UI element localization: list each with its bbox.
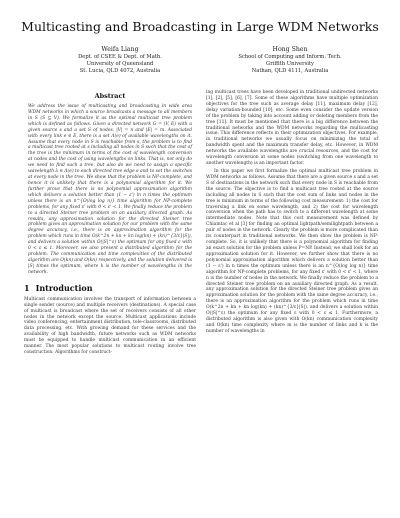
author-affiliation: Dept. of CSEE & Dept. of Math. (78, 54, 162, 60)
body-paragraph: Multicast communication involves the transport of information between a single sender (source) and multiple receivers (destinations). A special case of multicast is broadcast where the set of receivers consists of all other nodes in the network except the source. Multicast applications include video conferencing, entertainment distribution, tele-classrooms, distributed data processing, etc. With growing demand for these services and the availability of high bandwidth, future networks such as WDM networks must be equipped to handle multicast communication in an efficient manner. The most popular solutions to multicast routing involve tree construction. Algorithms for construct- (24, 296, 196, 356)
body-paragraph: ing multicast trees have been developed in traditional undirected networks [1], [2], [5], [6], [7]. Some of these algorithms have multiple optimization objectives for the tree such as average delay [11], maximum delay [12], delay variation-bounded [10], etc. Some even consider the update version of the problem by taking into account adding or deleting members from the tree [11]. It must be mentioned that there is a big difference between the traditional networks and the WDM networks regarding the multicasting issue. This difference reflects in their optimization objectives. For example, in traditional networks we usually focus on minimizing the total of bandwidth spent and the maximum transfer delay, etc. However, in WDM networks the available wavelengths are crucial resources, and the cost for wavelength conversion at some nodes (switching from one wavelength to another wavelength) is an important factor. (206, 90, 378, 167)
section-heading (24, 283, 196, 294)
author-affiliation: Nathan, QLD 4111, Australia (251, 68, 329, 74)
author-block-1 (35, 46, 205, 75)
body-paragraph: In this paper we first formalize the optimal multicast tree problem in WDM networks as follows. Assume that there are a given source s and a set S of destinations in the network such that every node in S is reachable from the source. The objective is to find a multicast tree rooted at the source including all nodes in S such that the cost sum of links and nodes in the tree is minimum in terms of the following cost measurement: 1) the cost for traversing a link on some wavelength, and 2) the cost for wavelength conversion when the path has to switch to a different wavelength at some intermediate nodes. Note that this cost measurement was defined by Chlamtac et al [3] for finding an optimal lightpath/semilightpath between a pair of nodes in the network. Clearly the problem is more complicated than its counterpart in traditional networks. We then show the problem is NP-complete. So, it is unlikely that there is a polynomial algorithm for finding an exact solution for the problem unless P=NP. Instead, we shall look for an approximation solution for it. However, we further show that there is no polynomial approximation algorithm which delivers a solution better than (1 − ε') ln n times the optimum unless there is an n^{O(log log n)} time algorithm for NP-complete problems, for any fixed ε' with 0 < ε' < 1, where n is the number of nodes in the network. We finally reduce the problem to a directed Steiner tree problem on an auxiliary directed graph. As a result, any approximation solution for the directed Steiner tree problem gives an approximation solution for the problem with the same degree accuracy, i.e., there is an approximation algorithm for the problem which runs in time O(k^2n + kn + kn log(kn) + (kn)^{3/ε}|S|), and delivers a solution within O(|S|^ε) the optimum for any fixed ε with 0 < ε ≤ 1. Furthermore, a distributed algorithm is also given with O(kn) communication complexity and O(kn) time complexity where m is the number of links and k is the number of wavelengths in (206, 168, 378, 334)
author-affiliation: School of Computing and Inform. Tech. (238, 54, 342, 60)
author-name: Weifa Liang (101, 46, 139, 53)
left-column (24, 92, 196, 358)
author-affiliation: Griffith University (266, 61, 314, 67)
section-number: 1 (24, 282, 30, 293)
author-block-2 (205, 46, 375, 75)
right-column (206, 90, 378, 337)
author-name: Hong Shen (272, 46, 308, 53)
paper-title: Multicasting and Broadcasting in Large WDM Networks (21, 19, 379, 34)
author-affiliation: University of Queensland (86, 61, 154, 67)
author-affiliation: St. Lucia, QLD 4072, Australia (79, 68, 161, 74)
section-title: Introduction (35, 282, 93, 293)
abstract-text: We address the issue of multicasting and broadcasting in wide area WDM networks in which a source broadcasts a message to all members in S (S ⊆ V). We formalize it as the optimal multicast tree problem which is defined as follows. Given a directed network G = (V, E) with a given source s and a set S of nodes, |V| = n and |E| = m. Associated with every link e ∈ E, there is a set Λ(e) of available wavelengths on it. Assume that every node in S is reachable from s, the problem is to find a multicast tree rooted at s including all nodes in S such that the cost of the tree is the minimum in terms of the cost of wavelength conversion at nodes and the cost of using wavelengths on links. That is, not only do we need to find such a tree, but also do we need to assign a specific wavelength λ ∈ Λ(e) to each directed tree edge e and to set the switches at every node in the tree. We show that the problem is NP-complete, and hence it is unlikely that there is a polynomial algorithm for it. We further prove that there is no polynomial approximation algorithm which delivers a solution better than (1 − ε') ln n times the optimum unless there is an n^{O(log log n)} time algorithm for NP-complete problems, for any fixed ε' with 0 < ε' < 1. We finally reduce the problem to a directed Steiner tree problem on an auxiliary directed graph. As results, any approximation solution for the directed Steiner tree problem gives an approximation solution for our problem with the same degree accuracy, i.e., there is an approximation algorithm for the problem which runs in time O(k^2n + kn + kn log(kn) + (kn)^{3/ε}|S|), and delivers a solution within O(|S|^ε) the optimum for any fixed ε with 0 < ε ≤ 1. Moreover, we also present a distributed algorithm for the problem. The communication and time complexities of the distributed algorithm are O(kn) and O(kn) respectively, and the solution delivered is |S| times the optimum, where k is the number of wavelengths in the network. (28, 104, 192, 275)
abstract-heading: Abstract (94, 92, 126, 100)
